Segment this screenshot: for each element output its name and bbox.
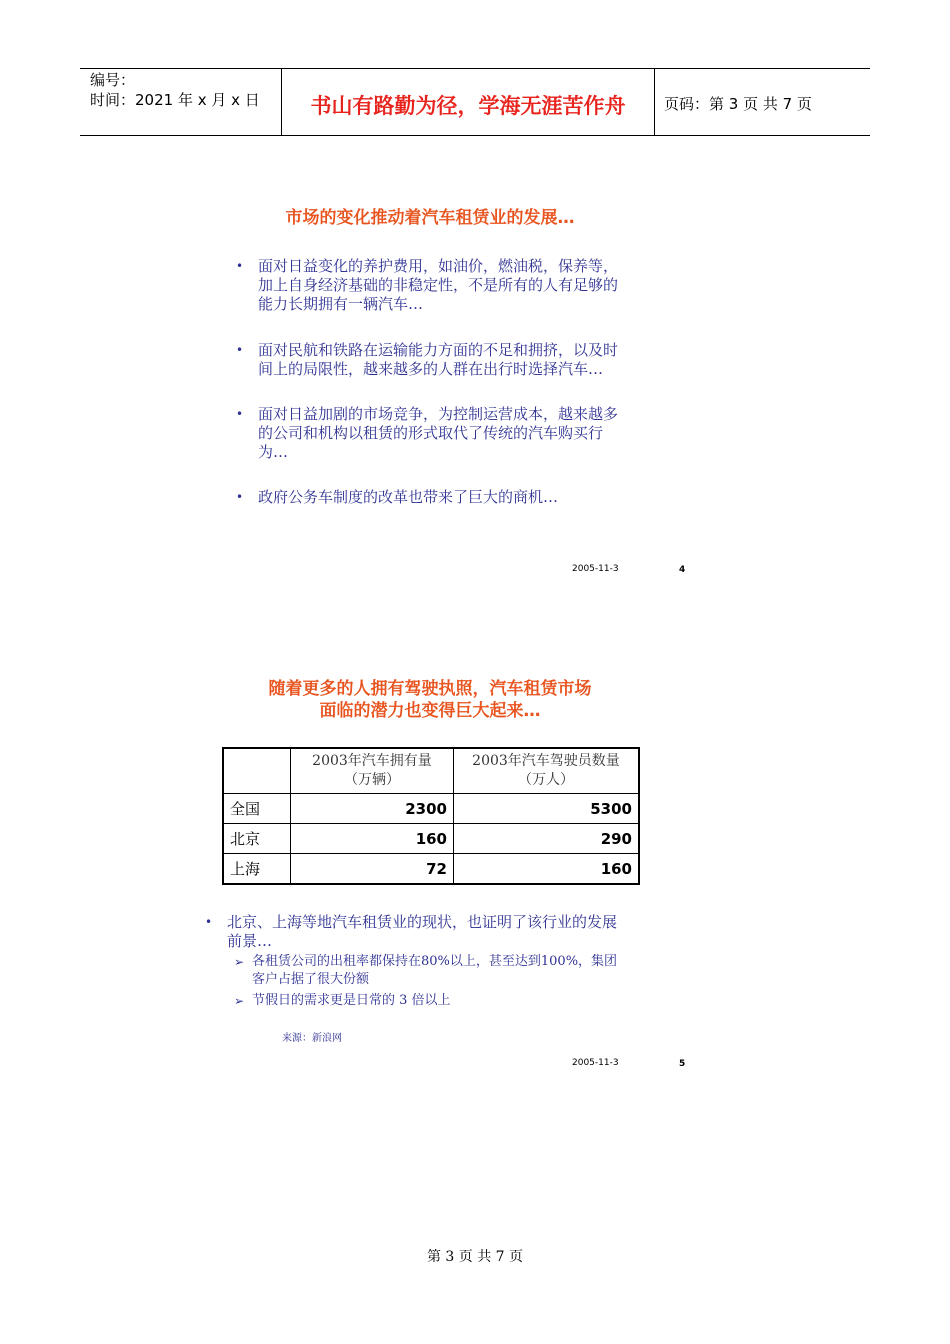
sub-bullet-line: 各租赁公司的出租率都保持在80%以上，甚至达到100%，集团 bbox=[252, 954, 618, 969]
slide1-bullet-2 bbox=[236, 341, 676, 381]
slide1-bullet-4 bbox=[236, 488, 676, 508]
header-page-info: 页码：第 3 页 共 7 页 bbox=[664, 95, 812, 113]
bullet-dot-icon: • bbox=[236, 259, 244, 273]
bullet-line: 北京、上海等地汽车租赁业的现状，也证明了该行业的发展 bbox=[227, 913, 618, 931]
table-row bbox=[223, 824, 639, 854]
header-top-rule bbox=[80, 68, 870, 69]
bullet-dot-icon: • bbox=[236, 490, 244, 504]
slide1-page-number: 4 bbox=[679, 565, 686, 575]
table-cell: 160 bbox=[291, 824, 454, 854]
header-time-label: 时间：2021 年 x 月 x 日 bbox=[90, 91, 260, 109]
slide1-title: 市场的变化推动着汽车租赁业的发展… bbox=[285, 208, 575, 228]
slide2-title-line-1: 随着更多的人拥有驾驶执照，汽车租赁市场 bbox=[268, 679, 592, 699]
table-cell: 160 bbox=[454, 854, 640, 885]
slide2-bullet bbox=[205, 913, 665, 953]
header-line: 2003年汽车驾驶员数量 bbox=[472, 753, 620, 769]
slide1-date: 2005-11-3 bbox=[572, 564, 619, 574]
slide2-sub-bullet-2 bbox=[234, 992, 674, 1010]
row-label: 北京 bbox=[223, 824, 291, 854]
slide2-title bbox=[190, 678, 670, 722]
bullet-line: 面对日益加剧的市场竞争，为控制运营成本，越来越多 bbox=[258, 405, 619, 423]
slide1-bullet-3 bbox=[236, 405, 676, 465]
table-row bbox=[223, 854, 639, 885]
table-header-cell bbox=[291, 748, 454, 794]
bullet-line: 间上的局限性，越来越多的人群在出行时选择汽车… bbox=[258, 360, 604, 378]
bullet-line: 前景… bbox=[227, 932, 273, 950]
bullet-line: 面对民航和铁路在运输能力方面的不足和拥挤，以及时 bbox=[258, 341, 619, 359]
bullet-line: 加上自身经济基础的非稳定性，不是所有的人有足够的 bbox=[258, 276, 619, 294]
table-header-row bbox=[223, 748, 639, 794]
bullet-dot-icon: • bbox=[236, 343, 244, 357]
header-divider-right bbox=[654, 68, 655, 136]
bullet-dot-icon: • bbox=[205, 915, 213, 929]
header-bottom-rule bbox=[80, 135, 870, 136]
bullet-line: 能力长期拥有一辆汽车… bbox=[258, 295, 424, 313]
arrow-bullet-icon: ➢ bbox=[234, 994, 245, 1008]
table-cell: 5300 bbox=[454, 794, 640, 824]
table-header-cell bbox=[454, 748, 640, 794]
header-meta bbox=[90, 70, 260, 110]
header-number-label: 编号： bbox=[90, 71, 136, 89]
bullet-line: 面对日益变化的养护费用，如油价，燃油税，保养等， bbox=[258, 257, 619, 275]
sub-bullet-line: 节假日的需求更是日常的 3 倍以上 bbox=[252, 993, 451, 1008]
bullet-line: 为… bbox=[258, 443, 289, 461]
bullet-line: 的公司和机构以租赁的形式取代了传统的汽车购买行 bbox=[258, 424, 604, 442]
slide2-sub-bullet-1 bbox=[234, 953, 674, 989]
table-cell: 290 bbox=[454, 824, 640, 854]
header-unit: （万辆） bbox=[344, 772, 400, 788]
table-corner-cell bbox=[223, 748, 291, 794]
slide1-bullet-1 bbox=[236, 257, 676, 317]
bullet-dot-icon: • bbox=[236, 407, 244, 421]
slide2-page-number: 5 bbox=[679, 1059, 686, 1069]
table-cell: 72 bbox=[291, 854, 454, 885]
arrow-bullet-icon: ➢ bbox=[234, 955, 245, 969]
row-label: 全国 bbox=[223, 794, 291, 824]
bullet-line: 政府公务车制度的改革也带来了巨大的商机… bbox=[258, 488, 559, 506]
header-unit: （万人） bbox=[518, 772, 574, 788]
slide2-source: 来源：新浪网 bbox=[282, 1033, 342, 1044]
row-label: 上海 bbox=[223, 854, 291, 885]
table-row bbox=[223, 794, 639, 824]
table-cell: 2300 bbox=[291, 794, 454, 824]
header-motto: 书山有路勤为径，学海无涯苦作舟 bbox=[310, 94, 626, 118]
sub-bullet-line: 客户占据了很大份额 bbox=[252, 972, 370, 987]
header-line: 2003年汽车拥有量 bbox=[312, 753, 432, 769]
data-table bbox=[222, 747, 640, 885]
slide2-title-line-2: 面临的潜力也变得巨大起来… bbox=[319, 701, 541, 721]
slide2-date: 2005-11-3 bbox=[572, 1058, 619, 1068]
page-footer: 第 3 页 共 7 页 bbox=[426, 1249, 524, 1265]
